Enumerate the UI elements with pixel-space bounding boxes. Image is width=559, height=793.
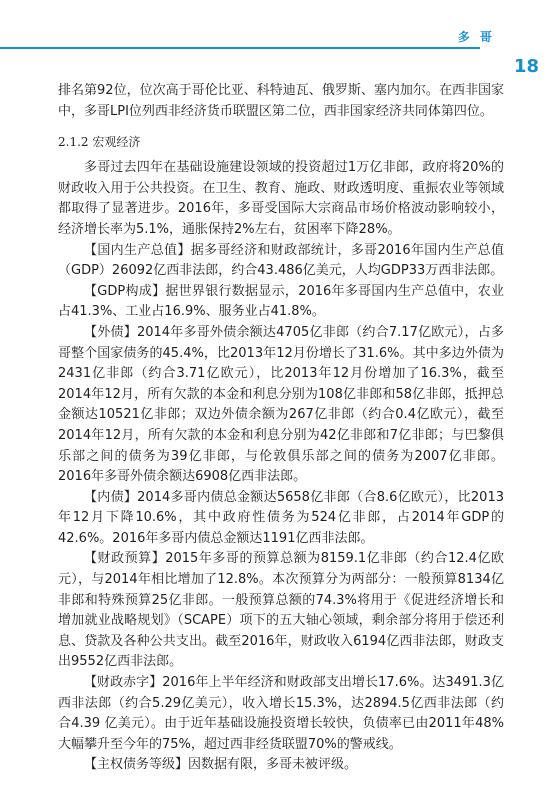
paragraph-overview: 多哥过去四年在基础设施建设领域的投资超过1万亿非郎，政府将20%的财政收入用于公共投资。在卫生、教育、施政、财政透明度、重振农业等领域都取得了显著进步。2016年，多哥受国际大宗商品市场价格波动影响较小，经济增长率为5.1%，通胀保持2%左右，贫困率下降28%。 [58,160,504,237]
paragraph-gdp: 【国内生产总值】据多哥经济和财政部统计，多哥2016年国内生产总值（GDP）26092亿西非法郎，约合43.486亿美元，人均GDP33万西非法郎。 [58,242,504,279]
paragraph-gdp-composition: 【GDP构成】据世界银行数据显示，2016年多哥国内生产总值中，农业占41.3%、工业占16.9%、服务业占41.8%。 [58,283,504,320]
paragraph-domestic-debt: 【内债】2014多哥内债总金额达5658亿非郎（合8.6亿欧元），比2013年12月下降10.6%，其中政府性债务为524亿非郎，占2014年GDP的42.6%。2016年多哥内债总金额达1191亿西非法郎。 [58,489,504,546]
paragraph-sovereign-rating: 【主权债务等级】因数据有限，多哥未被评级。 [84,757,358,773]
paragraph-external-debt: 【外债】2014年多哥外债余额达4705亿非郎（约合7.17亿欧元），占多哥整个国家债务的45.4%，比2013年12月份增长了31.6%。其中多边外债为2431亿非郎（约合3.71亿欧元），比2013年12月份增加了16.3%，截至2014年12月，所有欠款的本金和利息分别为108亿非郎和58亿非郎，抵押总金额达10521亿非郎；双边外债余额为267亿非郎（约合0.4亿欧元），截至2014年12月，所有欠款的本金和利息分别为42亿非郎和7亿非郎；与巴黎俱乐部之间的债务为39亿非郎，与伦敦俱乐部之间的债务为2007亿非郎。2016年多哥外债余额达6908亿西非法郎。 [58,324,504,485]
running-header-title: 多 哥 [457,30,495,44]
header-rule [0,47,480,49]
paragraph-budget: 【财政预算】2015年多哥的预算总额为8159.1亿非郎（约合12.4亿欧元），与2014年相比增加了12.8%。本次预算分为两部分：一般预算8134亿非郎和特殊预算25亿非郎。一般预算总额的74.3%将用于《促进经济增长和增加就业战略规划》（SCAPE）项下的五大轴心领域，剩余部分将用于偿还利息、贷款及各种公共支出。截至2016年，财政收入6194亿西非法郎，财政支出9552亿西非法郎。 [58,551,504,670]
paragraph-lpi-ranking: 排名第92位，位次高于哥伦比亚、科特迪瓦、俄罗斯、塞内加尔。在西非国家中，多哥LPI位列西非经济货币联盟区第二位，西非国家经济共同体第四位。 [58,83,504,119]
section-heading: 2.1.2 宏观经济 [58,135,141,150]
page-number: 18 [513,56,539,77]
body-content [58,81,504,776]
paragraph-deficit: 【财政赤字】2016年上半年经济和财政部支出增长17.6%。达3491.3亿西非法郎（约合5.29亿美元），收入增长15.3%，达2894.5亿西非法郎（约合4.39 亿美元）。由于近年基础设施投资增长较快，负债率已由2011年48%大幅攀升至今年的75%，超过西非经货联盟70%的警戒线。 [58,675,504,752]
